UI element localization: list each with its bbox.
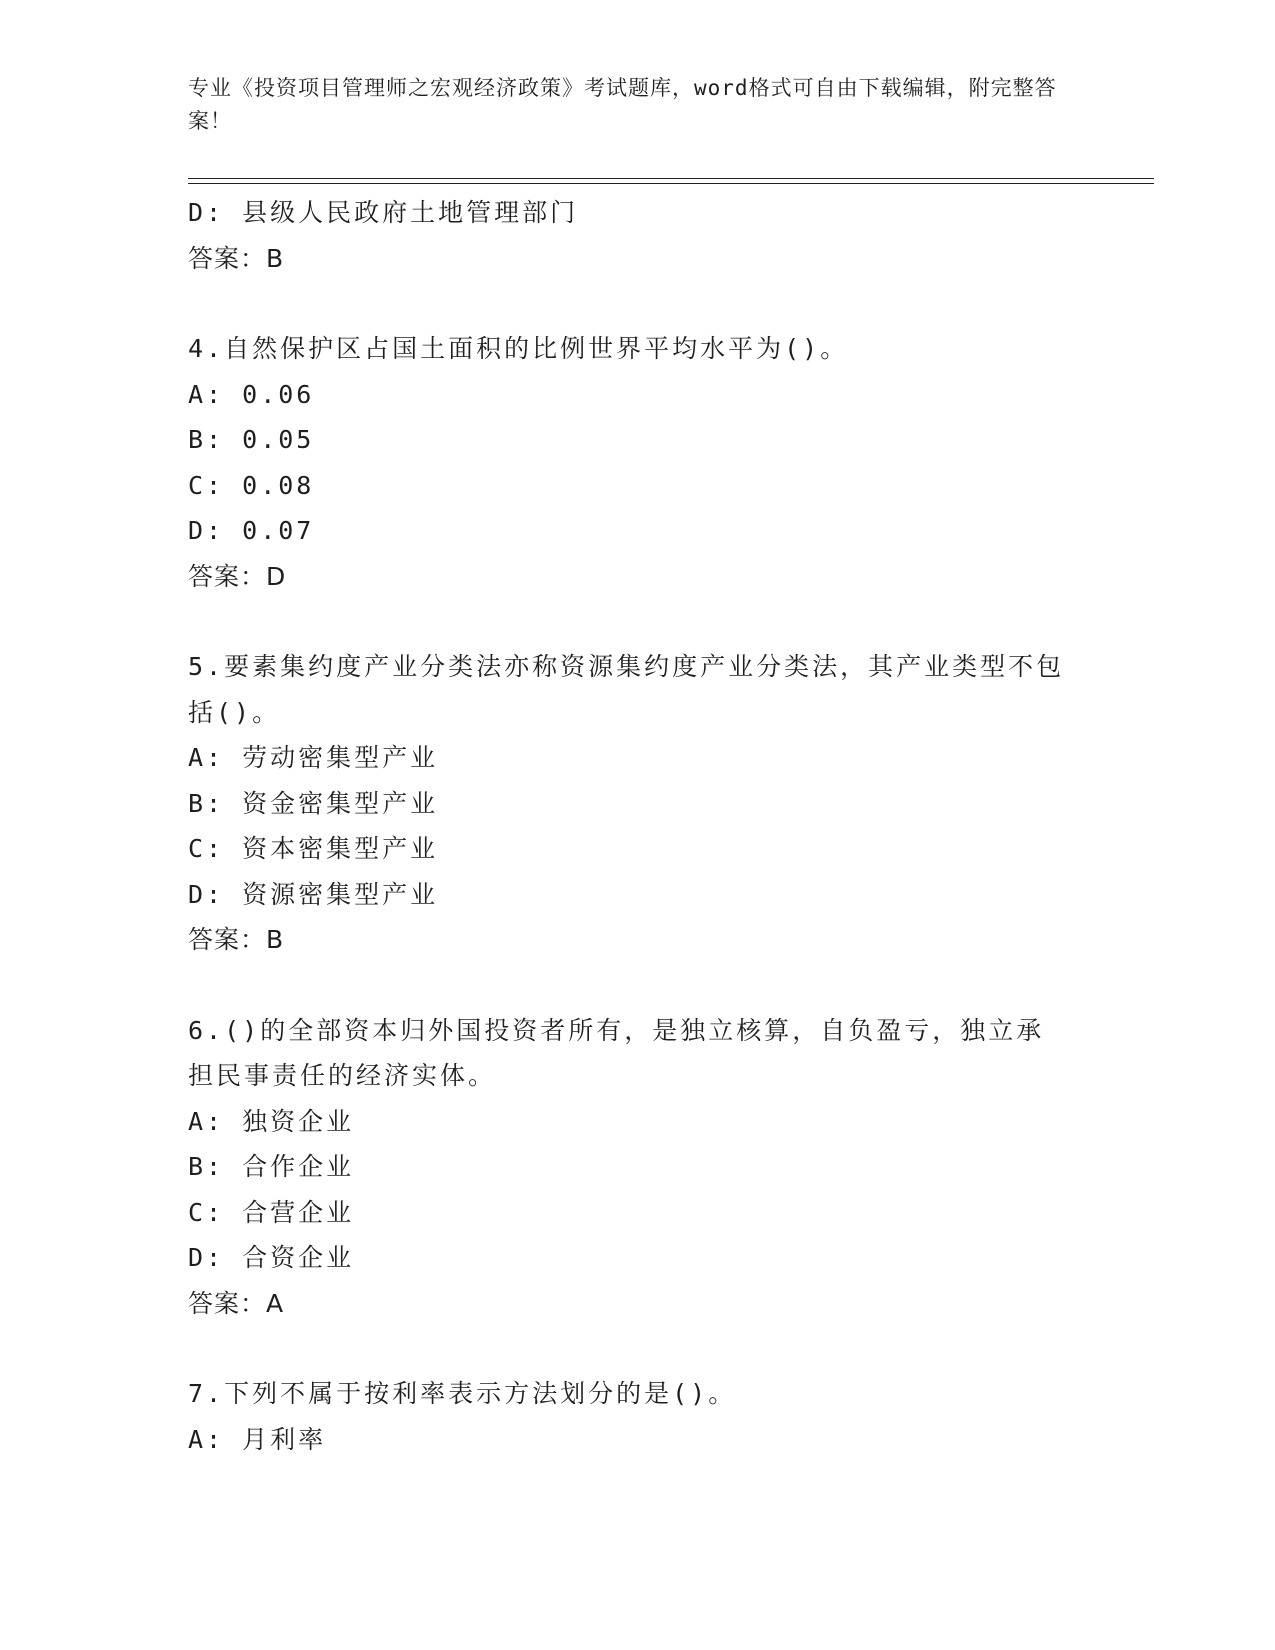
option-a: A: 独资企业 (188, 1106, 355, 1136)
option-d: D: 0.07 (188, 516, 315, 545)
question-4 (188, 326, 1068, 599)
option-d: D: 合资企业 (188, 1243, 355, 1272)
option-d: D: 资源密集型产业 (188, 879, 439, 909)
question-stem: 5.要素集约度产业分类法亦称资源集约度产业分类法，其产业类型不包括()。 (188, 652, 1065, 727)
question-5 (188, 644, 1068, 963)
option-b: B: 合作企业 (188, 1152, 355, 1181)
option-a: A: 劳动密集型产业 (188, 743, 439, 772)
question-stem: 7.下列不属于按利率表示方法划分的是()。 (188, 1379, 737, 1408)
option-a: A: 0.06 (188, 379, 315, 409)
question-stem: 6.()的全部资本归外国投资者所有，是独立核算，自负盈亏，独立承担民事责任的经济实体。 (188, 1015, 1045, 1090)
option-a: A: 月利率 (188, 1424, 327, 1454)
carryover-question (188, 190, 1068, 281)
answer-label: 答案：D (188, 561, 287, 591)
option-c: C: 0.08 (188, 470, 315, 500)
question-stem: 4.自然保护区占国土面积的比例世界平均水平为()。 (188, 334, 849, 363)
header-divider (188, 178, 1154, 184)
document-header (188, 72, 1068, 138)
question-7 (188, 1371, 1068, 1462)
option-b: B: 资金密集型产业 (188, 788, 439, 818)
option-b: B: 0.05 (188, 425, 315, 454)
option-d: D: 县级人民政府土地管理部门 (188, 198, 579, 227)
option-c: C: 合营企业 (188, 1197, 355, 1227)
question-list (188, 190, 1068, 1462)
question-6 (188, 1008, 1068, 1327)
option-c: C: 资本密集型产业 (188, 834, 439, 863)
answer-label: 答案：A (188, 1288, 285, 1318)
header-intro-text: 专业《投资项目管理师之宏观经济政策》考试题库，word格式可自由下载编辑，附完整答案！ (188, 76, 1057, 133)
answer-label: 答案：B (188, 243, 285, 273)
answer-label: 答案：B (188, 925, 285, 954)
